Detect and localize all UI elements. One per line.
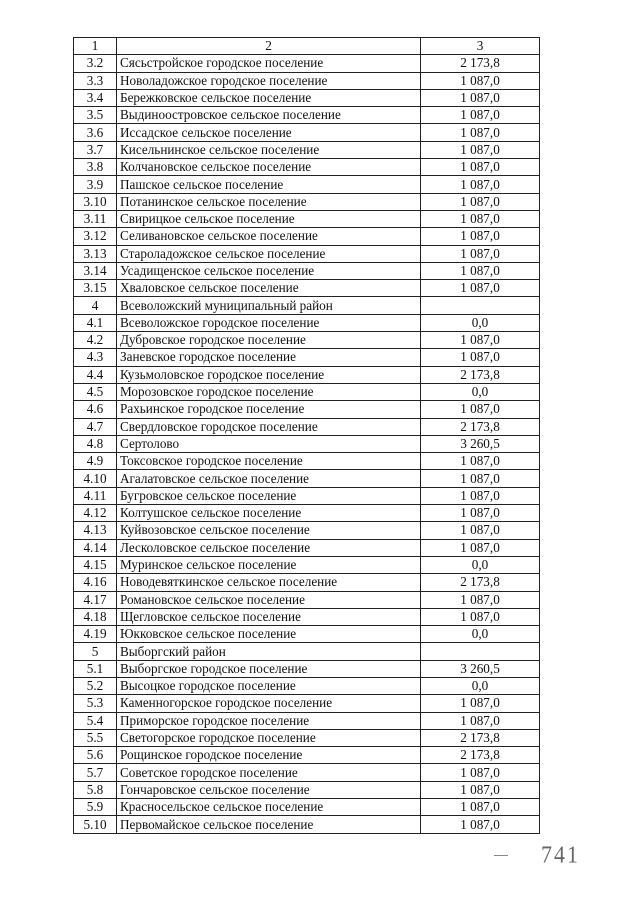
settlement-name: Выборгское городское поселение xyxy=(117,660,421,677)
table-row xyxy=(74,643,540,660)
settlement-name: Кузьмоловское городское поселение xyxy=(117,366,421,383)
settlement-name: Колчановское сельское поселение xyxy=(117,159,421,176)
settlement-name: Токсовское городское поселение xyxy=(117,453,421,470)
amount-value: 1 087,0 xyxy=(421,89,540,106)
settlement-name: Староладожское сельское поселение xyxy=(117,245,421,262)
settlement-name: Всеволожское городское поселение xyxy=(117,314,421,331)
table-row xyxy=(74,176,540,193)
table-row xyxy=(74,712,540,729)
amount-value xyxy=(421,643,540,660)
amount-value: 1 087,0 xyxy=(421,695,540,712)
amount-value: 1 087,0 xyxy=(421,470,540,487)
settlement-name: Бережковское сельское поселение xyxy=(117,89,421,106)
table-row xyxy=(74,297,540,314)
amount-value: 1 087,0 xyxy=(421,141,540,158)
settlement-name: Усадищенское сельское поселение xyxy=(117,262,421,279)
settlement-name: Муринское сельское поселение xyxy=(117,556,421,573)
amount-value: 0,0 xyxy=(421,383,540,400)
amount-value: 1 087,0 xyxy=(421,332,540,349)
table-row xyxy=(74,210,540,227)
amount-value: 3 260,5 xyxy=(421,435,540,452)
row-number: 3.11 xyxy=(74,210,117,227)
amount-value: 1 087,0 xyxy=(421,228,540,245)
row-number: 3.3 xyxy=(74,72,117,89)
amount-value: 1 087,0 xyxy=(421,781,540,798)
row-number: 3.14 xyxy=(74,262,117,279)
table-row xyxy=(74,729,540,746)
row-number: 4.17 xyxy=(74,591,117,608)
amount-value: 0,0 xyxy=(421,556,540,573)
settlement-name: Колтушское сельское поселение xyxy=(117,505,421,522)
amount-value: 1 087,0 xyxy=(421,176,540,193)
settlement-name: Красносельское сельское поселение xyxy=(117,799,421,816)
row-number: 4.1 xyxy=(74,314,117,331)
row-number: 5.3 xyxy=(74,695,117,712)
footer-dash xyxy=(494,855,508,856)
table-row xyxy=(74,245,540,262)
row-number: 4.11 xyxy=(74,487,117,504)
amount-value xyxy=(421,297,540,314)
amount-value: 2 173,8 xyxy=(421,747,540,764)
row-number: 4.7 xyxy=(74,418,117,435)
settlement-name: Иссадское сельское поселение xyxy=(117,124,421,141)
settlement-name: Дубровское городское поселение xyxy=(117,332,421,349)
table-row xyxy=(74,608,540,625)
settlement-name: Светогорское городское поселение xyxy=(117,729,421,746)
settlement-name: Потанинское сельское поселение xyxy=(117,193,421,210)
table-row xyxy=(74,522,540,539)
row-number: 4.2 xyxy=(74,332,117,349)
settlement-name: Хваловское сельское поселение xyxy=(117,280,421,297)
settlement-name: Бугровское сельское поселение xyxy=(117,487,421,504)
table-row xyxy=(74,556,540,573)
row-number: 5.8 xyxy=(74,781,117,798)
amount-value: 1 087,0 xyxy=(421,764,540,781)
settlement-name: Выборгский район xyxy=(117,643,421,660)
table-row xyxy=(74,72,540,89)
amount-value: 1 087,0 xyxy=(421,262,540,279)
amount-value: 1 087,0 xyxy=(421,453,540,470)
table-row xyxy=(74,55,540,72)
table-row xyxy=(74,591,540,608)
settlement-name: Морозовское городское поселение xyxy=(117,383,421,400)
table-row xyxy=(74,262,540,279)
amount-value: 1 087,0 xyxy=(421,522,540,539)
row-number: 5.9 xyxy=(74,799,117,816)
table-row xyxy=(74,349,540,366)
settlement-name: Новодевяткинское сельское поселение xyxy=(117,574,421,591)
amount-value: 1 087,0 xyxy=(421,349,540,366)
table-row xyxy=(74,107,540,124)
row-number: 5 xyxy=(74,643,117,660)
row-number: 3.9 xyxy=(74,176,117,193)
table-row xyxy=(74,539,540,556)
row-number: 4.6 xyxy=(74,401,117,418)
amount-value: 2 173,8 xyxy=(421,729,540,746)
row-number: 4.5 xyxy=(74,383,117,400)
table-row xyxy=(74,799,540,816)
row-number: 4.13 xyxy=(74,522,117,539)
settlement-name: Приморское городское поселение xyxy=(117,712,421,729)
settlement-name: Пашское сельское поселение xyxy=(117,176,421,193)
settlement-name: Новоладожское городское поселение xyxy=(117,72,421,89)
amount-value: 1 087,0 xyxy=(421,124,540,141)
settlement-name: Советское городское поселение xyxy=(117,764,421,781)
row-number: 5.4 xyxy=(74,712,117,729)
page-number: 741 xyxy=(541,840,580,869)
settlement-name: Лесколовское сельское поселение xyxy=(117,539,421,556)
amount-value: 1 087,0 xyxy=(421,401,540,418)
amount-value: 1 087,0 xyxy=(421,591,540,608)
table-body xyxy=(74,38,540,834)
amount-value: 1 087,0 xyxy=(421,816,540,833)
table-row xyxy=(74,418,540,435)
table-row xyxy=(74,141,540,158)
settlement-name: Сясьстройское городское поселение xyxy=(117,55,421,72)
table-row xyxy=(74,677,540,694)
table-row xyxy=(74,401,540,418)
table-row xyxy=(74,89,540,106)
amount-value: 1 087,0 xyxy=(421,159,540,176)
table-row xyxy=(74,781,540,798)
header-col-2: 2 xyxy=(117,38,421,55)
settlement-name: Высоцкое городское поселение xyxy=(117,677,421,694)
row-number: 4.8 xyxy=(74,435,117,452)
settlement-name: Выдиноостровское сельское поселение xyxy=(117,107,421,124)
settlement-name: Свердловское городское поселение xyxy=(117,418,421,435)
row-number: 5.6 xyxy=(74,747,117,764)
settlement-name: Куйвозовское сельское поселение xyxy=(117,522,421,539)
row-number: 5.10 xyxy=(74,816,117,833)
table-row xyxy=(74,228,540,245)
amount-value: 1 087,0 xyxy=(421,712,540,729)
table-row xyxy=(74,314,540,331)
settlement-name: Гончаровское сельское поселение xyxy=(117,781,421,798)
settlement-name: Сертолово xyxy=(117,435,421,452)
table-row xyxy=(74,453,540,470)
settlement-name: Агалатовское сельское поселение xyxy=(117,470,421,487)
table-row xyxy=(74,747,540,764)
settlement-name: Всеволожский муниципальный район xyxy=(117,297,421,314)
table-row xyxy=(74,660,540,677)
row-number: 4.12 xyxy=(74,505,117,522)
row-number: 3.10 xyxy=(74,193,117,210)
header-col-3: 3 xyxy=(421,38,540,55)
table-row xyxy=(74,574,540,591)
row-number: 3.6 xyxy=(74,124,117,141)
amount-value: 0,0 xyxy=(421,314,540,331)
row-number: 4.18 xyxy=(74,608,117,625)
table-row xyxy=(74,816,540,833)
amount-value: 1 087,0 xyxy=(421,107,540,124)
row-number: 4.4 xyxy=(74,366,117,383)
settlement-name: Каменногорское городское поселение xyxy=(117,695,421,712)
table-row xyxy=(74,505,540,522)
settlement-name: Юкковское сельское поселение xyxy=(117,626,421,643)
settlement-name: Рощинское городское поселение xyxy=(117,747,421,764)
amount-value: 0,0 xyxy=(421,677,540,694)
table-row xyxy=(74,470,540,487)
amount-value: 1 087,0 xyxy=(421,505,540,522)
amount-value: 2 173,8 xyxy=(421,418,540,435)
table-header-row xyxy=(74,38,540,55)
table-row xyxy=(74,332,540,349)
table-row xyxy=(74,383,540,400)
row-number: 5.1 xyxy=(74,660,117,677)
table-row xyxy=(74,487,540,504)
row-number: 4 xyxy=(74,297,117,314)
row-number: 5.5 xyxy=(74,729,117,746)
amount-value: 2 173,8 xyxy=(421,55,540,72)
row-number: 4.15 xyxy=(74,556,117,573)
table-row xyxy=(74,193,540,210)
row-number: 5.2 xyxy=(74,677,117,694)
row-number: 4.14 xyxy=(74,539,117,556)
amount-value: 3 260,5 xyxy=(421,660,540,677)
row-number: 4.19 xyxy=(74,626,117,643)
row-number: 4.3 xyxy=(74,349,117,366)
row-number: 3.12 xyxy=(74,228,117,245)
row-number: 3.4 xyxy=(74,89,117,106)
settlement-name: Кисельнинское сельское поселение xyxy=(117,141,421,158)
amount-value: 1 087,0 xyxy=(421,245,540,262)
row-number: 3.13 xyxy=(74,245,117,262)
amount-value: 1 087,0 xyxy=(421,799,540,816)
row-number: 4.10 xyxy=(74,470,117,487)
settlement-name: Первомайское сельское поселение xyxy=(117,816,421,833)
settlement-name: Романовское сельское поселение xyxy=(117,591,421,608)
row-number: 3.8 xyxy=(74,159,117,176)
row-number: 4.16 xyxy=(74,574,117,591)
amount-value: 1 087,0 xyxy=(421,193,540,210)
table-row xyxy=(74,626,540,643)
header-col-1: 1 xyxy=(74,38,117,55)
row-number: 5.7 xyxy=(74,764,117,781)
settlement-name: Селивановское сельское поселение xyxy=(117,228,421,245)
settlement-name: Заневское городское поселение xyxy=(117,349,421,366)
amount-value: 1 087,0 xyxy=(421,210,540,227)
amount-value: 1 087,0 xyxy=(421,280,540,297)
row-number: 3.5 xyxy=(74,107,117,124)
table-row xyxy=(74,764,540,781)
row-number: 4.9 xyxy=(74,453,117,470)
amount-value: 1 087,0 xyxy=(421,72,540,89)
table-row xyxy=(74,280,540,297)
row-number: 3.15 xyxy=(74,280,117,297)
settlement-name: Щегловское сельское поселение xyxy=(117,608,421,625)
amount-value: 1 087,0 xyxy=(421,608,540,625)
settlement-name: Рахьинское городское поселение xyxy=(117,401,421,418)
row-number: 3.7 xyxy=(74,141,117,158)
amount-value: 2 173,8 xyxy=(421,574,540,591)
row-number: 3.2 xyxy=(74,55,117,72)
table-row xyxy=(74,435,540,452)
table-row xyxy=(74,366,540,383)
allocation-table xyxy=(73,37,540,834)
amount-value: 1 087,0 xyxy=(421,487,540,504)
settlement-name: Свирицкое сельское поселение xyxy=(117,210,421,227)
amount-value: 0,0 xyxy=(421,626,540,643)
amount-value: 1 087,0 xyxy=(421,539,540,556)
table-row xyxy=(74,124,540,141)
table-row xyxy=(74,695,540,712)
amount-value: 2 173,8 xyxy=(421,366,540,383)
table-row xyxy=(74,159,540,176)
